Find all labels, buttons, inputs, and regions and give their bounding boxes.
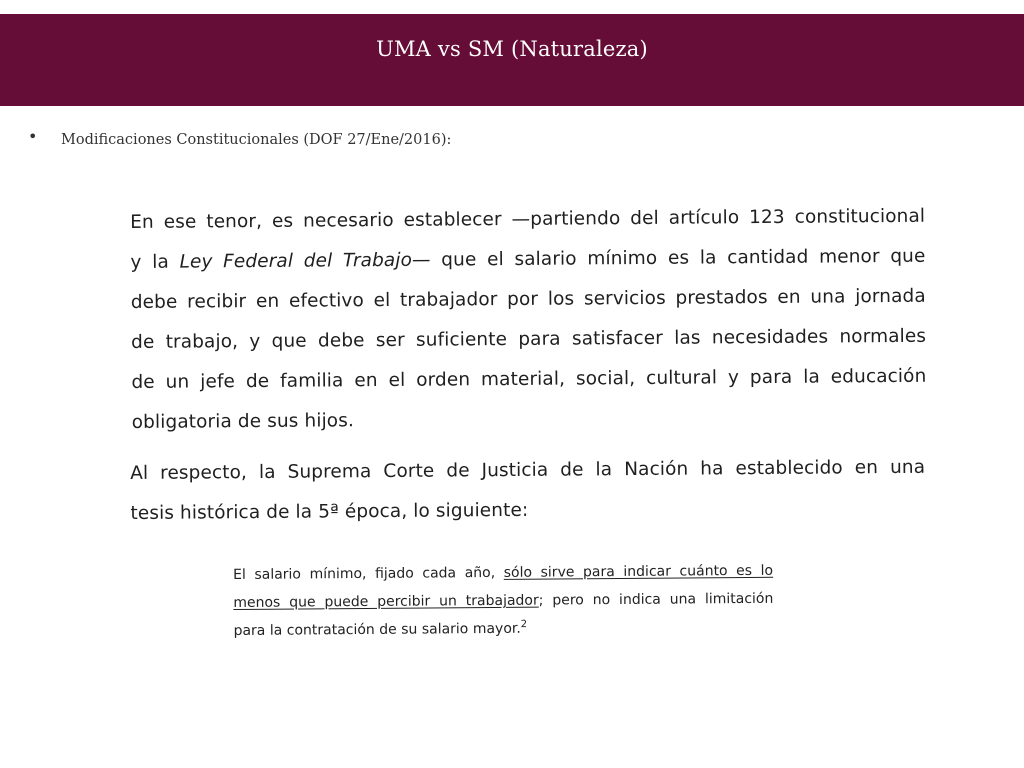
quote-underlined-2: menos que puede percibir un trabajador [233, 592, 539, 611]
footnote-marker: 2 [520, 619, 528, 631]
slide-title: UMA vs SM (Naturaleza) [376, 37, 648, 61]
quote-line-2 [233, 585, 773, 617]
quote-line-3 [233, 613, 773, 645]
quote-line-1-prefix: El salario mínimo, fijado cada año, [233, 564, 504, 583]
scanned-excerpt [130, 190, 930, 650]
scan-p1-line-2 [130, 237, 925, 283]
quote-underlined-1: sólo sirve para indicar cuánto es lo [503, 562, 774, 581]
scan-p1-line-2-suffix: — que el salario mínimo es la cantidad menor que [411, 245, 926, 271]
scan-p1-line-1: En ese tenor, es necesario establecer —partiendo del artículo 123 constitucional [130, 205, 926, 233]
scan-p2-line-1: Al respecto, la Suprema Corte de Justicia de la Nación ha establecido en una [130, 456, 926, 484]
law-name-italic: Ley Federal del Trabajo [179, 249, 413, 273]
scan-p1-line-3: debe recibir en efectivo el trabajador por los servicios prestados en una jornada [130, 285, 926, 313]
bullet-marker: • [28, 127, 38, 146]
scan-paragraph-1 [130, 197, 927, 443]
court-quote [233, 557, 774, 645]
scan-p1-line-4: de trabajo, y que debe ser suficiente para satisfacer las necesidades normales [131, 325, 927, 353]
quote-line-2-suffix: ; pero no indica una limitación [538, 590, 774, 609]
scan-p1-line-5: de un jefe de familia en el orden material, social, cultural y para la educación [131, 365, 927, 393]
scan-p1-line-2-prefix: y la [130, 251, 180, 273]
bullet-text: Modificaciones Constitucionales (DOF 27/Ene/2016): [61, 132, 452, 148]
scan-paragraph-2 [130, 448, 926, 534]
quote-line-3-text: para la contratación de su salario mayor. [233, 620, 521, 639]
quote-line-1 [233, 557, 773, 589]
scan-p1-line-6: obligatoria de sus hijos. [131, 410, 354, 433]
scan-p2-line-2: tesis histórica de la 5ª época, lo siguiente: [130, 499, 529, 524]
